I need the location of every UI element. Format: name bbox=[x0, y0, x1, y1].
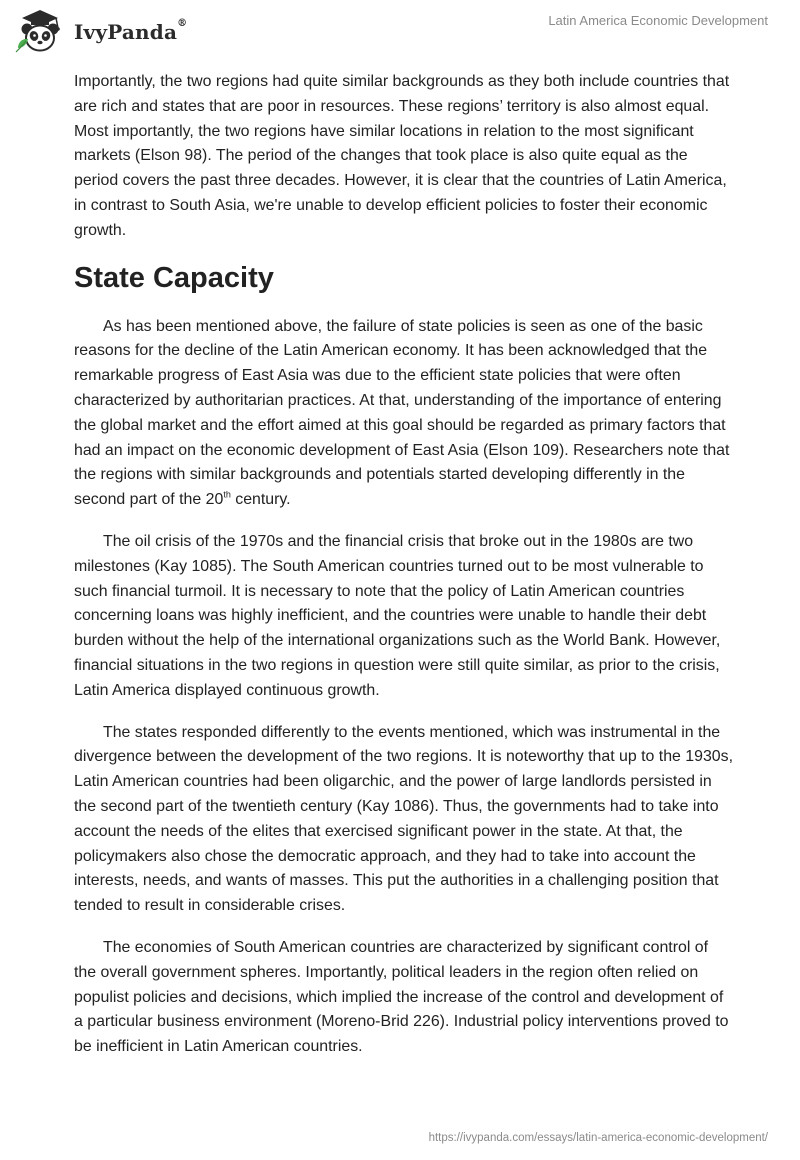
registered-mark: ® bbox=[177, 18, 188, 29]
paragraph-text: As has been mentioned above, the failure of state policies is seen as one of the basic reasons for the decline of the Latin American economy. It has been acknowledged that the remarkable progress of East Asia was due to the efficient state policies that were often characterized by authoritarian practices. At that, understanding of the importance of entering the global market and the effort aimed at this goal should be regarded as primary factors that had an impact on the economic development of East Asia (Elson 109). Researchers note that the regions with similar backgrounds and potentials started developing differently in the second part of the 20 bbox=[74, 317, 730, 509]
ordinal-superscript: th bbox=[223, 489, 231, 500]
brand-name: IvyPanda® bbox=[74, 18, 188, 44]
page-header bbox=[0, 0, 800, 64]
brand-logo[interactable] bbox=[14, 8, 187, 54]
paragraph-tail: century. bbox=[230, 491, 291, 509]
panda-graduate-logo-icon bbox=[14, 8, 66, 54]
section-heading: State Capacity bbox=[74, 261, 274, 294]
paragraph-state-responses: The states responded differently to the events mentioned, which was instrumental in the divergence between the development of the two regions. It is noteworthy that up to the 1930s, Latin American countries had been oligarchic, and the power of large landlords persisted in the second part of the twentieth century (Kay 1086). Thus, the governments had to take into account the needs of the elites that exercised significant power in the state. At that, the policymakers also chose the democratic approach, and they had to take into account the interests, needs, and wants of masses. This put the authorities in a challenging position that tended to result in considerable crises. bbox=[74, 723, 733, 915]
intro-paragraph: Importantly, the two regions had quite similar backgrounds as they both include countries that are rich and states that are poor in resources. These regions’ territory is also almost equal. Most importantly, the two regions have similar locations in relation to the most significant markets (Elson 98). The period of the changes that took place is also quite equal as the period covers the past three decades. However, it is clear that the countries of Latin America, in contrast to South Asia, we're unable to develop efficient policies to foster their economic growth. bbox=[74, 73, 730, 239]
paragraph-government-control: The economies of South American countries are characterized by significant control of the overall government spheres. Importantly, political leaders in the region often relied on populist policies and decisions, which implied the increase of the control and development of a particular business environment (Moreno-Brid 226). Industrial policy interventions proved to be inefficient in Latin American countries. bbox=[74, 938, 729, 1056]
source-url[interactable]: https://ivypanda.com/essays/latin-america-economic-development/ bbox=[428, 1132, 768, 1144]
essay-content bbox=[74, 70, 734, 1077]
document-title: Latin America Economic Development bbox=[548, 13, 768, 28]
paragraph-state-policies bbox=[74, 315, 734, 513]
paragraph-oil-crisis: The oil crisis of the 1970s and the financial crisis that broke out in the 1980s are two milestones (Kay 1085). The South American countries turned out to be most vulnerable to such financial turmoil. It is necessary to note that the policy of Latin American countries concerning loans was highly inefficient, and the countries were unable to handle their debt burden without the help of the international organizations such as the World Bank. However, financial situations in the two regions in question were still quite similar, as prior to the crisis, Latin America displayed continuous growth. bbox=[74, 532, 721, 699]
